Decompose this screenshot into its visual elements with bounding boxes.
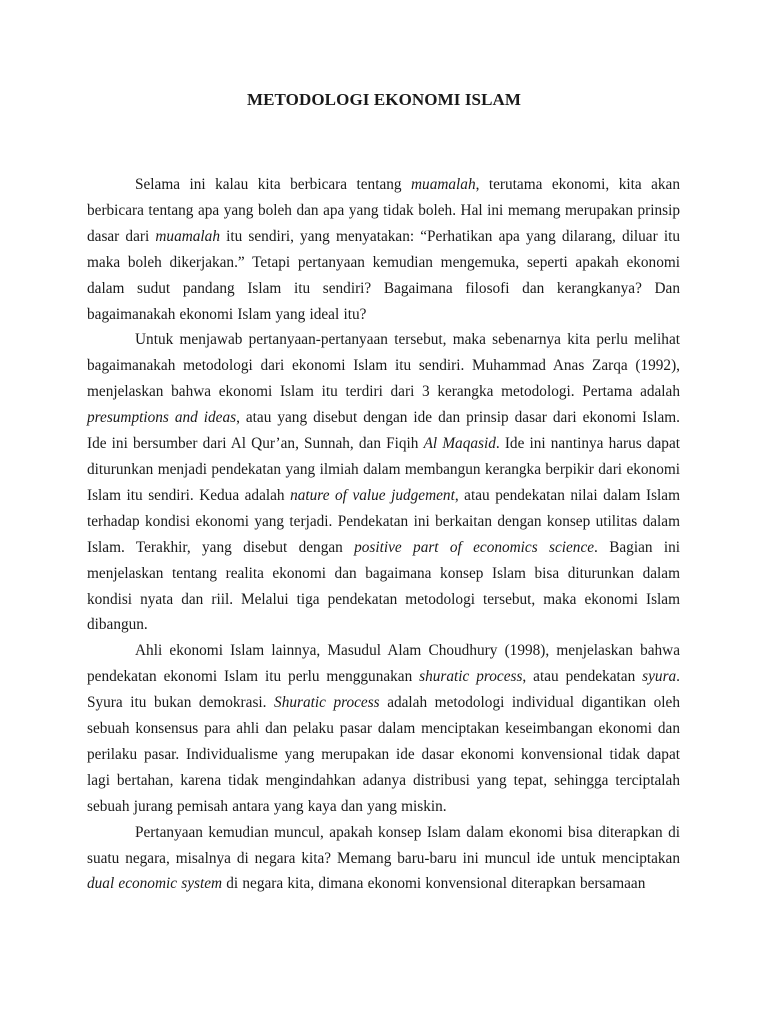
text-run: , atau pendekatan <box>522 668 643 686</box>
italic-term: shuratic process <box>419 668 523 686</box>
italic-term: muamalah <box>411 176 476 193</box>
italic-term: Shuratic process <box>274 694 380 712</box>
italic-term: nature of value judgement <box>290 486 455 504</box>
document-body <box>87 172 680 897</box>
text-run: Pertanyaan kemudian muncul, apakah konsep Islam dalam ekonomi bisa diterapkan di suatu negara, misalnya di negara kita? Memang baru-baru ini muncul ide untuk menciptakan <box>87 823 680 867</box>
text-run: di negara kita, dimana ekonomi konvensional diterapkan bersamaan <box>222 875 646 893</box>
text-run: , terutama ekonomi, kita akan berbicara tentang apa yang boleh dan apa yang tidak boleh. Hal ini memang merupakan prinsip dasar dari <box>87 176 680 245</box>
italic-term: dual economic system <box>87 875 223 893</box>
italic-term: syura <box>642 668 677 686</box>
text-run: , atau yang disebut dengan ide dan prinsip dasar dari ekonomi Islam. Ide ini bersumber dari Al Qur’an, Sunnah, dan Fiqih <box>87 409 680 453</box>
body-paragraph <box>87 638 680 819</box>
text-run: , atau pendekatan nilai dalam Islam terhadap kondisi ekonomi yang terjadi. Pendekatan ini berkaitan dengan konsep utilitas dalam Islam. Terakhir, yang disebut dengan <box>87 486 680 556</box>
body-paragraph <box>87 820 680 898</box>
text-run: adalah metodologi individual digantikan oleh sebuah konsensus para ahli dan pelaku pasar dalam menciptakan keseimbangan ekonomi dan perilaku pasar. Individualisme yang merupakan ide dasar ekonomi konvensional tidak dapat lagi bertahan, karena tidak mengindahkan adanya distribusi yang tepat, sehingga terciptalah sebuah jurang pemisah antara yang kaya dan yang miskin. <box>87 694 680 815</box>
text-run: Untuk menjawab pertanyaan-pertanyaan tersebut, maka sebenarnya kita perlu melihat bagaimanakah metodologi dari ekonomi Islam itu sendiri. Muhammad Anas Zarqa (1992), menjelaskan bahwa ekonomi Islam itu terdiri dari 3 kerangka metodologi. Pertama adalah <box>87 331 680 401</box>
italic-term: positive part of economics science <box>354 538 595 556</box>
text-run: . Ide ini nantinya harus dapat diturunkan menjadi pendekatan yang ilmiah dalam membangun kerangka berpikir dari ekonomi Islam itu sendiri. Kedua adalah <box>87 435 681 504</box>
italic-term: Al Maqasid <box>423 435 496 453</box>
text-run: . Bagian ini menjelaskan tentang realita ekonomi dan bagaimana konsep Islam bisa diturunkan dalam kondisi nyata dan riil. Melalui tiga pendekatan metodologi tersebut, maka ekonomi Islam dibangun. <box>87 538 681 634</box>
italic-term: muamalah <box>155 227 220 245</box>
text-run: Selama ini kalau kita berbicara tentang <box>135 176 411 193</box>
document-title: METODOLOGI EKONOMI ISLAM <box>246 90 522 109</box>
italic-term: presumptions and ideas <box>87 409 237 427</box>
text-run: . Syura itu bukan demokrasi. <box>87 668 680 712</box>
body-paragraph <box>87 172 680 327</box>
text-run: Ahli ekonomi Islam lainnya, Masudul Alam Choudhury (1998), menjelaskan bahwa pendekatan ekonomi Islam itu perlu menggunakan <box>87 642 680 686</box>
body-paragraph <box>87 327 680 638</box>
text-run: itu sendiri, yang menyatakan: “Perhatikan apa yang dilarang, diluar itu maka boleh dikerjakan.” Tetapi pertanyaan kemudian mengemuka, seperti apakah ekonomi dalam sudut pandang Islam itu sendiri? Bagaimana filosofi dan kerangkanya? Dan bagaimanakah ekonomi Islam yang ideal itu? <box>87 227 680 323</box>
